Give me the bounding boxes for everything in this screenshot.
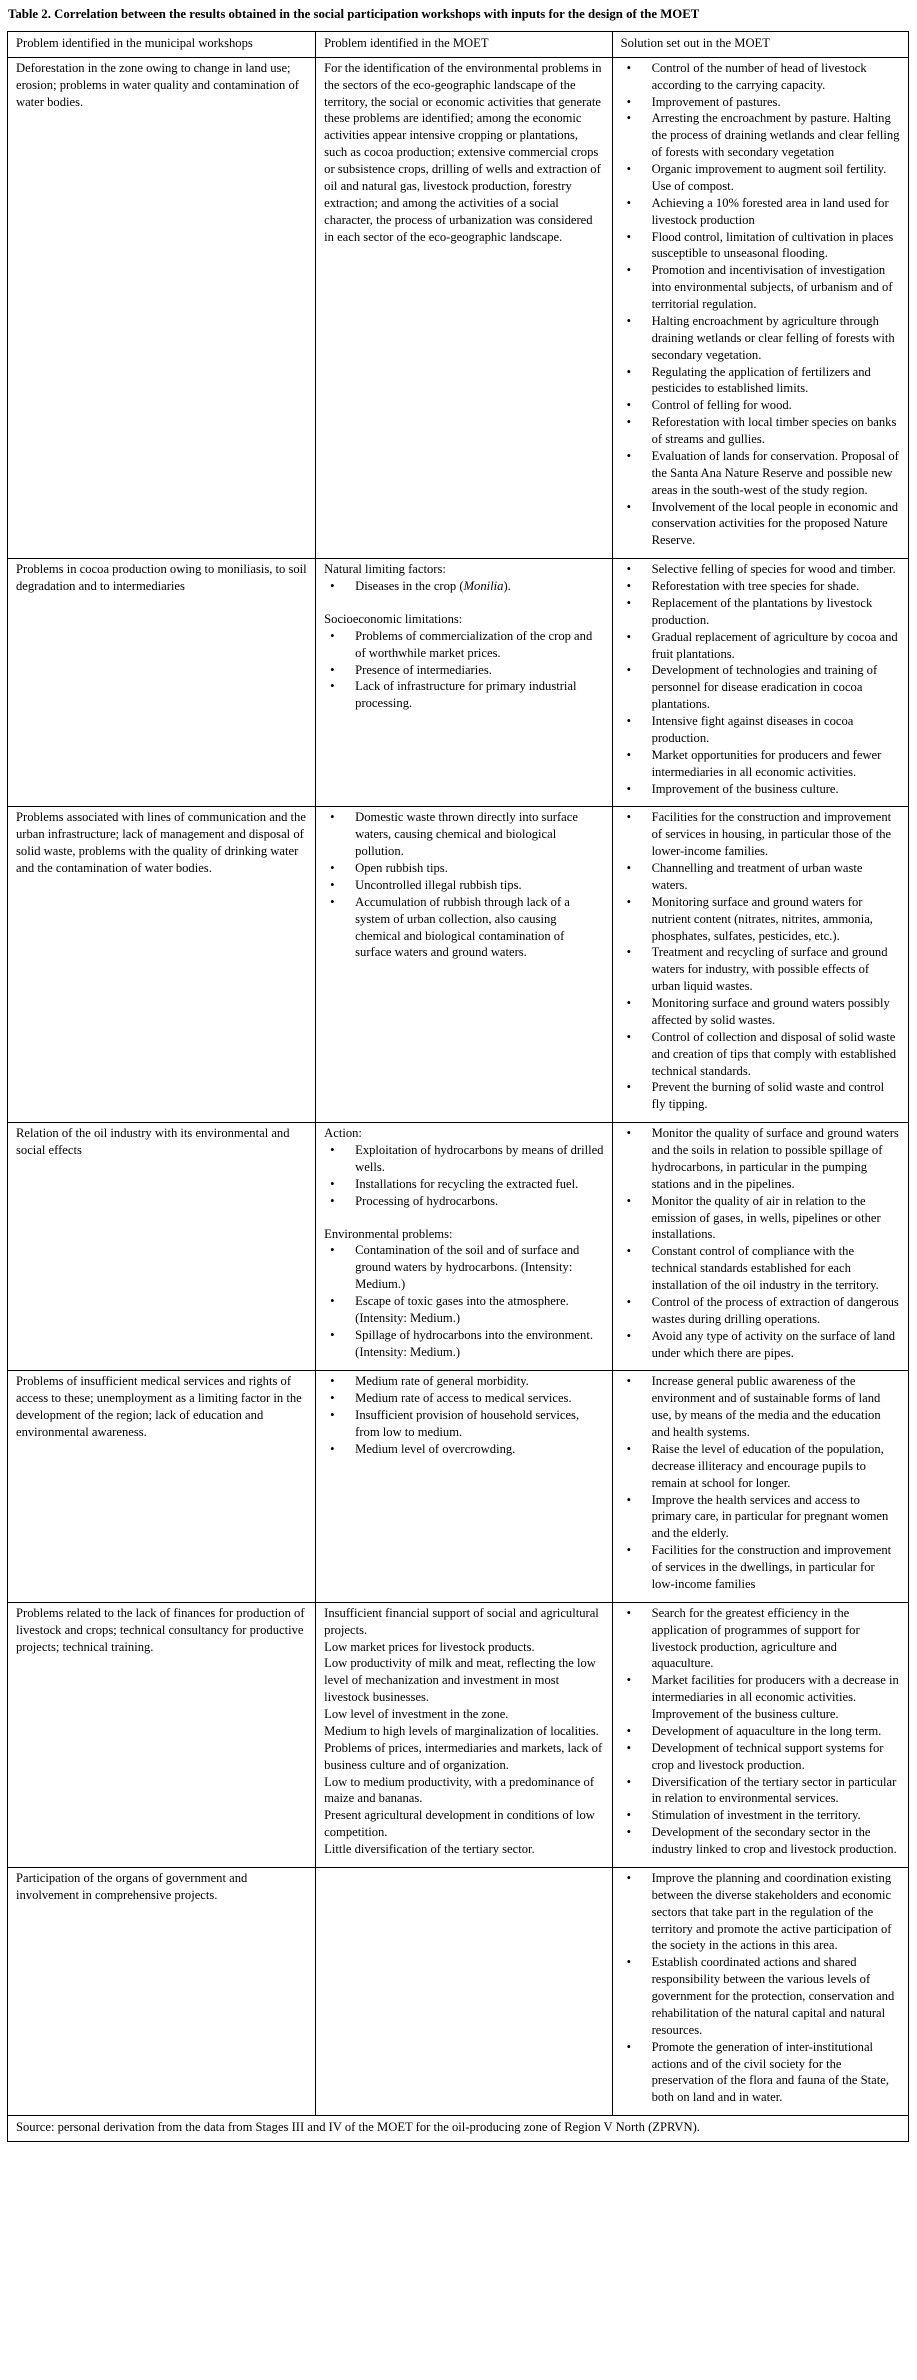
solutions-bullets	[621, 1605, 900, 1858]
bullet-item: • Intensive fight against diseases in cocoa production.	[621, 713, 900, 747]
bullet-item: • Control of felling for wood.	[621, 397, 900, 414]
table-title: Table 2. Correlation between the results obtained in the social participation workshops with inputs for the design of the MOET	[8, 7, 700, 21]
table-row	[8, 807, 909, 1123]
cell-moet-problem	[316, 1867, 612, 2115]
bullet-item: • Market opportunities for producers and fewer intermediaries in all economic activities.	[621, 747, 900, 781]
bullet-item: • Installations for recycling the extracted fuel.	[324, 1176, 603, 1193]
cell-moet-solutions	[612, 1371, 908, 1602]
cell-workshop-problem: Problems in cocoa production owing to moniliasis, to soil degradation and to intermediaries	[8, 559, 316, 807]
bullet-item: • Improve the planning and coordination existing between the diverse stakeholders and economic sectors that take part in the regulation of the territory and promote the active participation of the society in the actions in this area.	[621, 1870, 900, 1954]
cell-workshop-problem: Relation of the oil industry with its environmental and social effects	[8, 1123, 316, 1371]
header-row	[8, 31, 909, 57]
cell-moet-problem	[316, 559, 612, 807]
table-row	[8, 1602, 909, 1867]
bullet-item: • Diversification of the tertiary sector in particular in relation to environmental services.	[621, 1774, 900, 1808]
cell-workshop-problem: Participation of the organs of government and involvement in comprehensive projects.	[8, 1867, 316, 2115]
bullet-item: • Raise the level of education of the population, decrease illiteracy and encourage pupils to remain at school for longer.	[621, 1441, 900, 1492]
cell-moet-solutions	[612, 807, 908, 1123]
bullet-item: • Domestic waste thrown directly into surface waters, causing chemical and biological pollution.	[324, 809, 603, 860]
paragraph: Present agricultural development in conditions of low competition.	[324, 1808, 595, 1840]
bullet-item: • Accumulation of rubbish through lack of a system of urban collection, also causing chemical and biological contamination of surface waters and ground waters.	[324, 894, 603, 962]
bullet-item: • Improve the health services and access to primary care, in particular for pregnant women and the elderly.	[621, 1492, 900, 1543]
bullet-item: • Replacement of the plantations by livestock production.	[621, 595, 900, 629]
cell-moet-solutions	[612, 1602, 908, 1867]
moet-problem-bullets	[324, 628, 603, 712]
bullet-item: • Monitor the quality of air in relation to the emission of gases, in wells, pipelines or other installations.	[621, 1193, 900, 1244]
cell-moet-problem	[316, 1123, 612, 1371]
moet-problem-bullets	[324, 1142, 603, 1210]
cell-moet-problem	[316, 1602, 612, 1867]
paragraph: Low market prices for livestock products.	[324, 1639, 535, 1654]
bullet-item: • Medium rate of general morbidity.	[324, 1373, 603, 1390]
bullet-item: • Treatment and recycling of surface and ground waters for industry, with possible effects of urban liquid wastes.	[621, 944, 900, 995]
moet-problem-bullets	[324, 809, 603, 961]
header-moet-problem: Problem identified in the MOET	[316, 31, 612, 57]
bullet-item: • Medium rate of access to medical services.	[324, 1390, 603, 1407]
table-header	[8, 31, 909, 57]
bullet-item: • Contamination of the soil and of surface and ground waters by hydrocarbons. (Intensity: Medium.)	[324, 1242, 603, 1293]
bullet-item: • Escape of toxic gases into the atmosphere. (Intensity: Medium.)	[324, 1293, 603, 1327]
bullet-item: • Stimulation of investment in the territory.	[621, 1807, 900, 1824]
moet-problem-bullets	[324, 1373, 603, 1457]
paragraph: Little diversification of the tertiary sector.	[324, 1842, 535, 1857]
table-body	[8, 57, 909, 2115]
cell-moet-problem	[316, 57, 612, 558]
cell-moet-solutions	[612, 1123, 908, 1371]
bullet-item: • Gradual replacement of agriculture by cocoa and fruit plantations.	[621, 629, 900, 663]
bullet-item: • Presence of intermediaries.	[324, 662, 603, 679]
cell-workshop-problem: Problems associated with lines of communication and the urban infrastructure; lack of management and disposal of solid waste, problems with the quality of drinking water and the contamination of water bodies.	[8, 807, 316, 1123]
bullet-item: • Regulating the application of fertilizers and pesticides to established limits.	[621, 364, 900, 398]
bullet-item: • Development of technologies and training of personnel for disease eradication in cocoa plantations.	[621, 662, 900, 713]
header-workshop-problem: Problem identified in the municipal workshops	[8, 31, 316, 57]
bullet-item: • Selective felling of species for wood and timber.	[621, 561, 900, 578]
bullet-item: • Establish coordinated actions and shared responsibility between the various levels of government for the protection, conservation and rehabilitation of the natural capital and natural resources.	[621, 1954, 900, 2038]
bullet-item: • Development of the secondary sector in the industry linked to crop and livestock production.	[621, 1824, 900, 1858]
bullet-item: • Promote the generation of inter-institutional actions and of the civil society for the preservation of the flora and fauna of the State, both on land and in water.	[621, 2039, 900, 2107]
table-row	[8, 559, 909, 807]
moet-problem-bullets	[324, 578, 603, 595]
bullet-item: • Promotion and incentivisation of investigation into environmental subjects, of urbanism and of territorial regulation.	[621, 262, 900, 313]
bullet-item: • Control of collection and disposal of solid waste and creation of tips that comply with established technical standards.	[621, 1029, 900, 1080]
paragraph: Low to medium productivity, with a predominance of maize and bananas.	[324, 1774, 595, 1806]
source-note: Source: personal derivation from the data from Stages III and IV of the MOET for the oil-producing zone of Region V North (ZPRVN).	[8, 2116, 909, 2142]
bullet-item: • Exploitation of hydrocarbons by means of drilled wells.	[324, 1142, 603, 1176]
cell-moet-solutions	[612, 1867, 908, 2115]
table-footer	[8, 2116, 909, 2142]
bullet-item: • Spillage of hydrocarbons into the environment. (Intensity: Medium.)	[324, 1327, 603, 1361]
bullet-item: • Monitoring surface and ground waters possibly affected by solid wastes.	[621, 995, 900, 1029]
cell-moet-problem	[316, 807, 612, 1123]
table-row	[8, 1123, 909, 1371]
paragraph: Environmental problems:	[324, 1226, 453, 1241]
bullet-item: • Uncontrolled illegal rubbish tips.	[324, 877, 603, 894]
block-gap	[324, 595, 603, 611]
solutions-bullets	[621, 1870, 900, 2106]
header-moet-solution: Solution set out in the MOET	[612, 31, 908, 57]
paragraph: Action:	[324, 1126, 362, 1141]
solutions-bullets	[621, 60, 900, 549]
bullet-item: • Halting encroachment by agriculture through draining wetlands or clear felling of forests with secondary vegetation.	[621, 313, 900, 364]
bullet-item: • Monitor the quality of surface and ground waters and the soils in relation to possible spillage of hydrocarbons, in particular in the pumping stations and in the pipelines.	[621, 1125, 900, 1193]
bullet-item: • Development of aquaculture in the long term.	[621, 1723, 900, 1740]
cell-moet-solutions	[612, 57, 908, 558]
bullet-item: • Arresting the encroachment by pasture. Halting the process of draining wetlands and clear felling of forests with secondary vegetation	[621, 110, 900, 161]
bullet-item: • Medium level of overcrowding.	[324, 1441, 603, 1458]
bullet-item: • Control of the number of head of livestock according to the carrying capacity.	[621, 60, 900, 94]
bullet-item: • Problems of commercialization of the crop and of worthwhile market prices.	[324, 628, 603, 662]
bullet-item: • Insufficient provision of household services, from low to medium.	[324, 1407, 603, 1441]
bullet-item: • Avoid any type of activity on the surface of land under which there are pipes.	[621, 1328, 900, 1362]
bullet-item: • Facilities for the construction and improvement of services in the dwellings, in particular for low-income families	[621, 1542, 900, 1593]
bullet-item: • Open rubbish tips.	[324, 860, 603, 877]
bullet-item: • Reforestation with tree species for shade.	[621, 578, 900, 595]
bullet-item: • Improvement of pastures.	[621, 94, 900, 111]
source-row	[8, 2116, 909, 2142]
cell-workshop-problem: Problems related to the lack of finances for production of livestock and crops; technical consultancy for productive projects; technical training.	[8, 1602, 316, 1867]
paragraph: For the identification of the environmental problems in the sectors of the eco-geographic landscape of the territory, the social or economic activities that generate these problems are identified; among the economic activities appear intensive cropping or plantations, such as cocoa production; extensive commercial crops or subsistence crops, drilling of wells and extraction of oil and natural gas, livestock production, forestry extraction; and among the activities of a social character, the process of urbanization was considered in each sector of the eco-geographic landscape.	[324, 60, 602, 244]
bullet-item: • Diseases in the crop (Monilia).	[324, 578, 603, 595]
moet-problem-bullets	[324, 1242, 603, 1360]
bullet-item: • Channelling and treatment of urban waste waters.	[621, 860, 900, 894]
bullet-item: • Facilities for the construction and improvement of services in housing, in particular those of the lower-income families.	[621, 809, 900, 860]
table-row	[8, 57, 909, 558]
bullet-item: • Control of the process of extraction of dangerous wastes during drilling operations.	[621, 1294, 900, 1328]
solutions-bullets	[621, 1125, 900, 1361]
bullet-item: • Increase general public awareness of the environment and of sustainable forms of land use, by means of the media and the education and health systems.	[621, 1373, 900, 1441]
bullet-item: • Lack of infrastructure for primary industrial processing.	[324, 678, 603, 712]
bullet-item: • Flood control, limitation of cultivation in places susceptible to unseasonal flooding.	[621, 229, 900, 263]
paragraph: Socioeconomic limitations:	[324, 611, 463, 626]
paragraph: Medium to high levels of marginalization of localities.	[324, 1723, 599, 1738]
block-gap	[324, 1210, 603, 1226]
table-row	[8, 1867, 909, 2115]
paragraph: Problems of prices, intermediaries and markets, lack of business culture and of organization.	[324, 1740, 603, 1772]
cell-moet-problem	[316, 1371, 612, 1602]
bullet-item: • Organic improvement to augment soil fertility. Use of compost.	[621, 161, 900, 195]
cell-moet-solutions	[612, 559, 908, 807]
cell-workshop-problem: Problems of insufficient medical services and rights of access to these; unemployment as a limiting factor in the development of the region; lack of education and environmental awareness.	[8, 1371, 316, 1602]
paragraph: Insufficient financial support of social and agricultural projects.	[324, 1605, 599, 1637]
bullet-item: • Development of technical support systems for crop and livestock production.	[621, 1740, 900, 1774]
paragraph: Natural limiting factors:	[324, 562, 446, 577]
solutions-bullets	[621, 1373, 900, 1592]
table-row	[8, 1371, 909, 1602]
bullet-item: • Market facilities for producers with a decrease in intermediaries in all economic activities. Improvement of the business culture.	[621, 1672, 900, 1723]
bullet-item: • Improvement of the business culture.	[621, 781, 900, 798]
paragraph: Low productivity of milk and meat, reflecting the low level of mechanization and investment in most livestock businesses.	[324, 1656, 596, 1705]
results-table	[7, 31, 909, 2142]
solutions-bullets	[621, 809, 900, 1113]
bullet-item: • Reforestation with local timber species on banks of streams and gullies.	[621, 414, 900, 448]
cell-workshop-problem: Deforestation in the zone owing to change in land use; erosion; problems in water quality and contamination of water bodies.	[8, 57, 316, 558]
bullet-item: • Evaluation of lands for conservation. Proposal of the Santa Ana Nature Reserve and possible new areas in the south-west of the study region.	[621, 448, 900, 499]
bullet-item: • Achieving a 10% forested area in land used for livestock production	[621, 195, 900, 229]
bullet-item: • Involvement of the local people in economic and conservation activities for the proposed Nature Reserve.	[621, 499, 900, 550]
bullet-item: • Constant control of compliance with the technical standards established for each installation of the oil industry in the territory.	[621, 1243, 900, 1294]
bullet-item: • Search for the greatest efficiency in the application of programmes of support for livestock production, agriculture and aquaculture.	[621, 1605, 900, 1673]
bullet-item: • Monitoring surface and ground waters for nutrient content (nitrates, nitrites, ammonia, phosphates, sulfates, pesticides, etc.).	[621, 894, 900, 945]
paragraph: Low level of investment in the zone.	[324, 1707, 509, 1722]
bullet-item: • Processing of hydrocarbons.	[324, 1193, 603, 1210]
bullet-item: • Prevent the burning of solid waste and control fly tipping.	[621, 1079, 900, 1113]
solutions-bullets	[621, 561, 900, 797]
